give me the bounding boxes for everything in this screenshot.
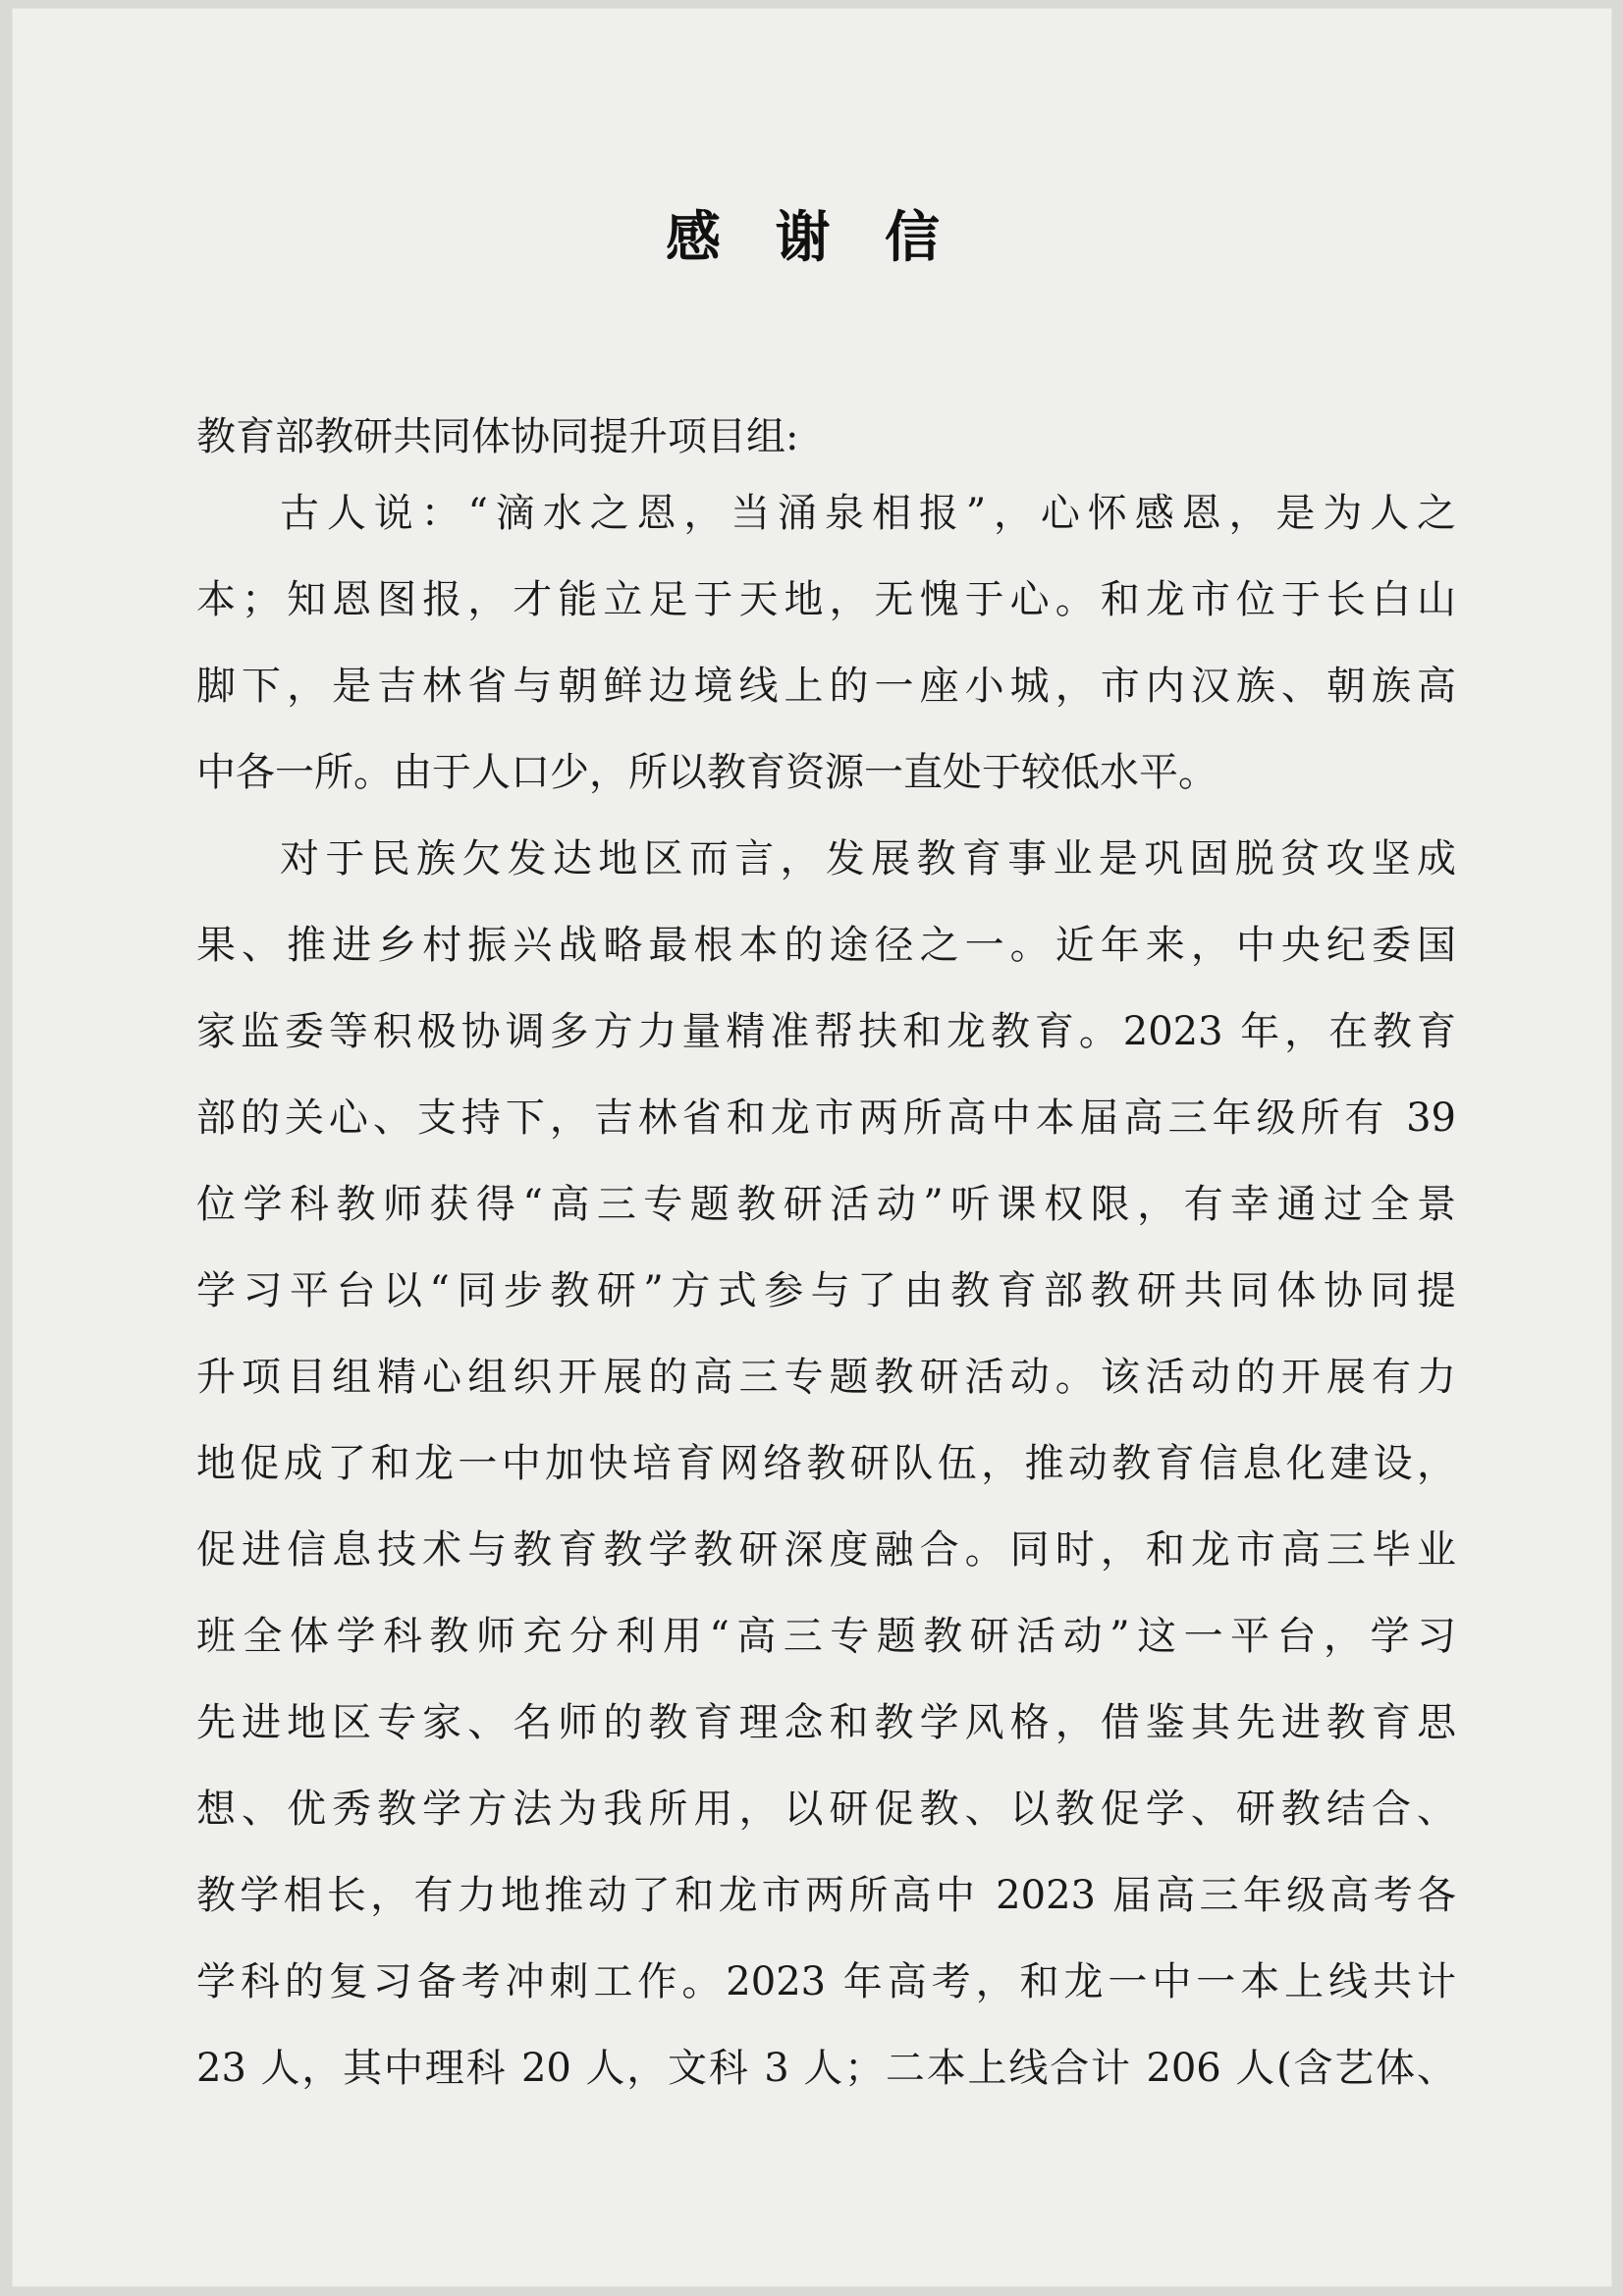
text-line-7: 家监委等积极协调多方力量精准帮扶和龙教育。2023 年，在教育 <box>196 1009 1456 1054</box>
text-line-18: 学科的复习备考冲刺工作。2023 年高考，和龙一中一本上线共计 <box>196 1959 1456 2004</box>
text-line-17: 教学相长，有力地推动了和龙市两所高中 2023 届高三年级高考各 <box>196 1873 1456 1918</box>
text-line-12: 地促成了和龙一中加快培育网络教研队伍，推动教育信息化建设， <box>196 1441 1456 1486</box>
text-line-10: 学习平台以“同步教研”方式参与了由教育部教研共同体协同提 <box>196 1268 1456 1313</box>
text-line-3: 脚下，是吉林省与朝鲜边境线上的一座小城，市内汉族、朝族高 <box>196 664 1456 709</box>
text-line-5: 对于民族欠发达地区而言，发展教育事业是巩固脱贫攻坚成 <box>280 836 1456 881</box>
text-line-19: 23 人，其中理科 20 人，文科 3 人；二本上线合计 206 人(含艺体、 <box>196 2046 1456 2091</box>
text-line-8: 部的关心、支持下，吉林省和龙市两所高中本届高三年级所有 39 <box>196 1095 1456 1141</box>
text-line-6: 果、推进乡村振兴战略最根本的途径之一。近年来，中央纪委国 <box>196 923 1456 968</box>
text-line-2: 本；知恩图报，才能立足于天地，无愧于心。和龙市位于长白山 <box>196 577 1456 622</box>
text-line-15: 先进地区专家、名师的教育理念和教学风格，借鉴其先进教育思 <box>196 1700 1456 1745</box>
text-line-11: 升项目组精心组织开展的高三专题教研活动。该活动的开展有力 <box>196 1355 1456 1400</box>
text-line-14: 班全体学科教师充分利用“高三专题教研活动”这一平台，学习 <box>196 1614 1456 1659</box>
letter-page <box>12 8 1612 2287</box>
text-line-13: 促进信息技术与教育教学教研深度融合。同时，和龙市高三毕业 <box>196 1527 1456 1573</box>
letter-title: 感 谢 信 <box>666 206 957 270</box>
text-line-1: 古人说：“滴水之恩，当涌泉相报”，心怀感恩，是为人之 <box>280 491 1456 536</box>
salutation: 教育部教研共同体协同提升项目组: <box>196 414 799 459</box>
text-line-9: 位学科教师获得“高三专题教研活动”听课权限，有幸通过全景 <box>196 1182 1456 1227</box>
text-line-16: 想、优秀教学方法为我所用，以研促教、以教促学、研教结合、 <box>196 1787 1456 1832</box>
text-line-4: 中各一所。由于人口少，所以教育资源一直处于较低水平。 <box>196 750 1217 795</box>
